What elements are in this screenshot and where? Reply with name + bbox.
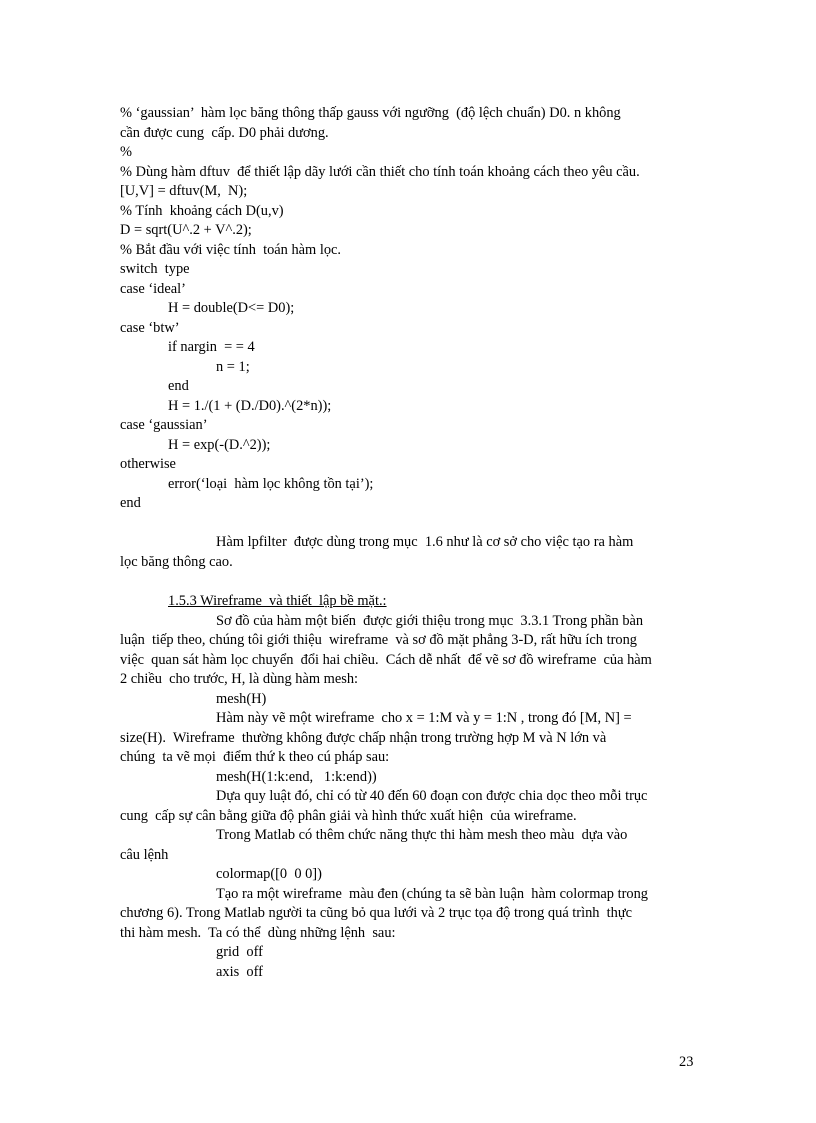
code-line: % Bắt đầu với việc tính toán hàm lọc. (120, 242, 342, 258)
paragraph-line: thi hàm mesh. Ta có thể dùng những lệnh sau: (120, 925, 396, 941)
paragraph-line: luận tiếp theo, chúng tôi giới thiệu wireframe và sơ đồ mặt phẳng 3-D, rất hữu ích trong (120, 632, 637, 648)
paragraph-line: câu lệnh (120, 847, 169, 863)
paragraph-line: Trong Matlab có thêm chức năng thực thi hàm mesh theo màu dựa vào (216, 827, 628, 843)
code-line: end (120, 495, 141, 511)
paragraph-line: chúng ta vẽ mọi điểm thứ k theo cú pháp sau: (120, 749, 390, 765)
code-line: mesh(H(1:k:end, 1:k:end)) (216, 769, 377, 785)
paragraph-line: Dựa quy luật đó, chỉ có từ 40 đến 60 đoạn con được chia dọc theo mỗi trục (216, 788, 648, 804)
paragraph-line: lọc băng thông cao. (120, 554, 233, 570)
paragraph-line: 2 chiều cho trước, H, là dùng hàm mesh: (120, 671, 359, 687)
page-number: 23 (679, 1054, 694, 1070)
code-line: otherwise (120, 456, 176, 472)
paragraph-line: size(H). Wireframe thường không được chấp nhận trong trường hợp M và N lớn và (120, 730, 607, 746)
paragraph-line: việc quan sát hàm lọc chuyển đổi hai chiều. Cách dễ nhất để vẽ sơ đồ wireframe của hàm (120, 652, 652, 668)
code-line: H = double(D<= D0); (168, 300, 295, 316)
code-line: if nargin = = 4 (168, 339, 255, 355)
code-line: n = 1; (216, 359, 250, 375)
code-line: grid off (216, 944, 263, 960)
section-heading: 1.5.3 Wireframe và thiết lập bề mặt.: (168, 593, 387, 609)
code-line: cần được cung cấp. D0 phải dương. (120, 125, 329, 141)
code-line: switch type (120, 261, 190, 277)
code-line: mesh(H) (216, 691, 267, 707)
code-line: % Dùng hàm dftuv để thiết lập dãy lưới cần thiết cho tính toán khoảng cách theo yêu cầu. (120, 164, 640, 180)
code-line: H = 1./(1 + (D./D0).^(2*n)); (168, 398, 332, 414)
paragraph-line: Sơ đồ của hàm một biến được giới thiệu trong mục 3.3.1 Trong phần bàn (216, 613, 644, 629)
paragraph-line: chương 6). Trong Matlab người ta cũng bỏ qua lưới và 2 trục tọa độ trong quá trình thực (120, 905, 633, 921)
paragraph-line: Hàm này vẽ một wireframe cho x = 1:M và y = 1:N , trong đó [M, N] = (216, 710, 632, 726)
code-line: colormap([0 0 0]) (216, 866, 322, 882)
code-line: [U,V] = dftuv(M, N); (120, 183, 248, 199)
code-line: case ‘gaussian’ (120, 417, 208, 433)
paragraph-line: cung cấp sự cân bằng giữa độ phân giải và hình thức xuất hiện của wireframe. (120, 808, 577, 824)
code-line: end (168, 378, 189, 394)
code-line: case ‘ideal’ (120, 281, 186, 297)
code-line: case ‘btw’ (120, 320, 180, 336)
code-line: axis off (216, 964, 263, 980)
paragraph-line: Hàm lpfilter được dùng trong mục 1.6 như là cơ sở cho việc tạo ra hàm (216, 534, 634, 550)
paragraph-line: Tạo ra một wireframe màu đen (chúng ta sẽ bàn luận hàm colormap trong (216, 886, 648, 902)
code-line: % Tính khoảng cách D(u,v) (120, 203, 284, 219)
code-line: H = exp(-(D.^2)); (168, 437, 271, 453)
code-line: error(‘loại hàm lọc không tồn tại’); (168, 476, 374, 492)
code-line: % ‘gaussian’ hàm lọc băng thông thấp gauss với ngưỡng (độ lệch chuẩn) D0. n không (120, 105, 621, 121)
code-line: % (120, 144, 132, 160)
code-line: D = sqrt(U^.2 + V^.2); (120, 222, 252, 238)
